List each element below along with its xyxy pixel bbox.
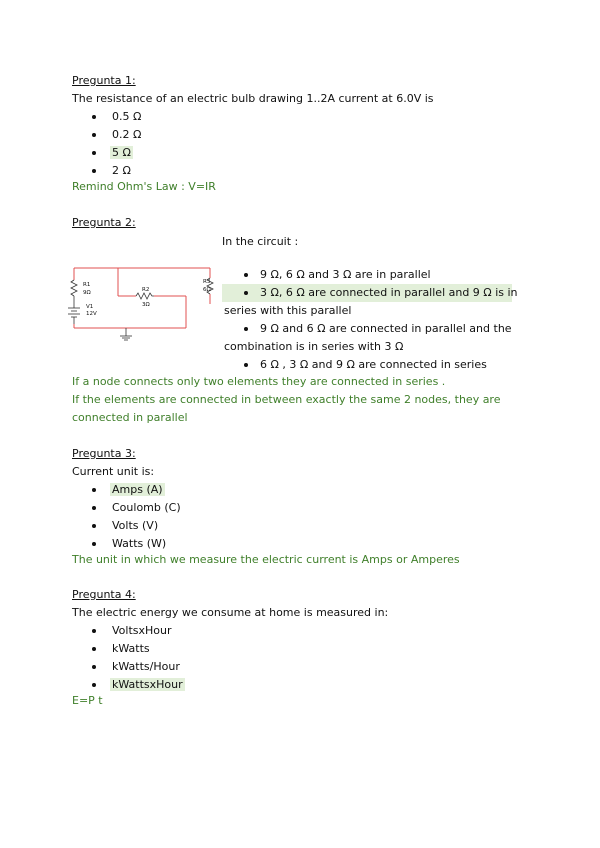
option-continuation: combination is in series with 3 Ω [224,340,404,353]
question-3-text: Current unit is: [72,465,155,478]
option[interactable]: kWatts/Hour [90,658,185,676]
resistor-r1-symbol [71,280,77,296]
label-r2: R2 [142,287,150,293]
circuit-diagram [66,264,218,344]
question-3-note: The unit in which we measure the electric current is Amps or Amperes [72,553,460,566]
question-4-note: E=P t [72,694,103,707]
option[interactable]: Coulomb (C) [90,499,183,517]
label-r1: R1 [83,282,91,288]
option[interactable]: 0.5 Ω [90,108,143,126]
question-1-heading: Pregunta 1: [72,74,136,87]
question-2-options [222,266,518,374]
question-4-heading: Pregunta 4: [72,588,136,601]
question-1-options [90,108,143,180]
question-2-note-3: connected in parallel [72,411,188,424]
option-correct[interactable]: 5 Ω [90,144,143,162]
question-1-note: Remind Ohm's Law : V=IR [72,180,216,193]
question-4-options [90,622,185,694]
option[interactable]: VoltsxHour [90,622,185,640]
question-2-note-2: If the elements are connected in between exactly the same 2 nodes, they are [72,393,501,406]
label-r2-value: 3Ω [142,302,150,308]
label-r1-value: 9Ω [83,290,91,296]
question-3-options [90,481,183,553]
option-correct-continuation: series with this parallel [224,304,352,317]
question-1-text: The resistance of an electric bulb drawing 1..2A current at 6.0V is [72,92,434,105]
question-2-note-1: If a node connects only two elements they are connected in series . [72,375,446,388]
label-r3: R3 [203,279,211,285]
option[interactable]: 9 Ω and 6 Ω are connected in parallel and the [222,320,512,338]
option[interactable]: 6 Ω , 3 Ω and 9 Ω are connected in series [222,356,512,374]
ground-symbol [120,328,132,340]
question-4-text: The electric energy we consume at home is measured in: [72,606,389,619]
option-correct[interactable]: Amps (A) [90,481,183,499]
option[interactable]: kWatts [90,640,185,658]
label-r3-value: 6Ω [203,287,211,293]
question-3-heading: Pregunta 3: [72,447,136,460]
battery-v1-symbol [68,306,80,324]
option[interactable]: Watts (W) [90,535,183,553]
question-2-heading: Pregunta 2: [72,216,136,229]
resistor-r2-symbol [136,293,154,299]
circuit-wires [74,268,210,328]
option[interactable]: Volts (V) [90,517,183,535]
label-v1: V1 [86,304,94,310]
option[interactable]: 0.2 Ω [90,126,143,144]
option-correct[interactable]: kWattsxHour [90,676,185,694]
option-correct[interactable]: 3 Ω, 6 Ω are connected in parallel and 9 Ω is in [222,284,512,302]
option[interactable]: 9 Ω, 6 Ω and 3 Ω are in parallel [222,266,512,284]
label-v1-value: 12V [86,311,97,317]
question-2-intro: In the circuit : [222,235,299,248]
option[interactable]: 2 Ω [90,162,143,180]
